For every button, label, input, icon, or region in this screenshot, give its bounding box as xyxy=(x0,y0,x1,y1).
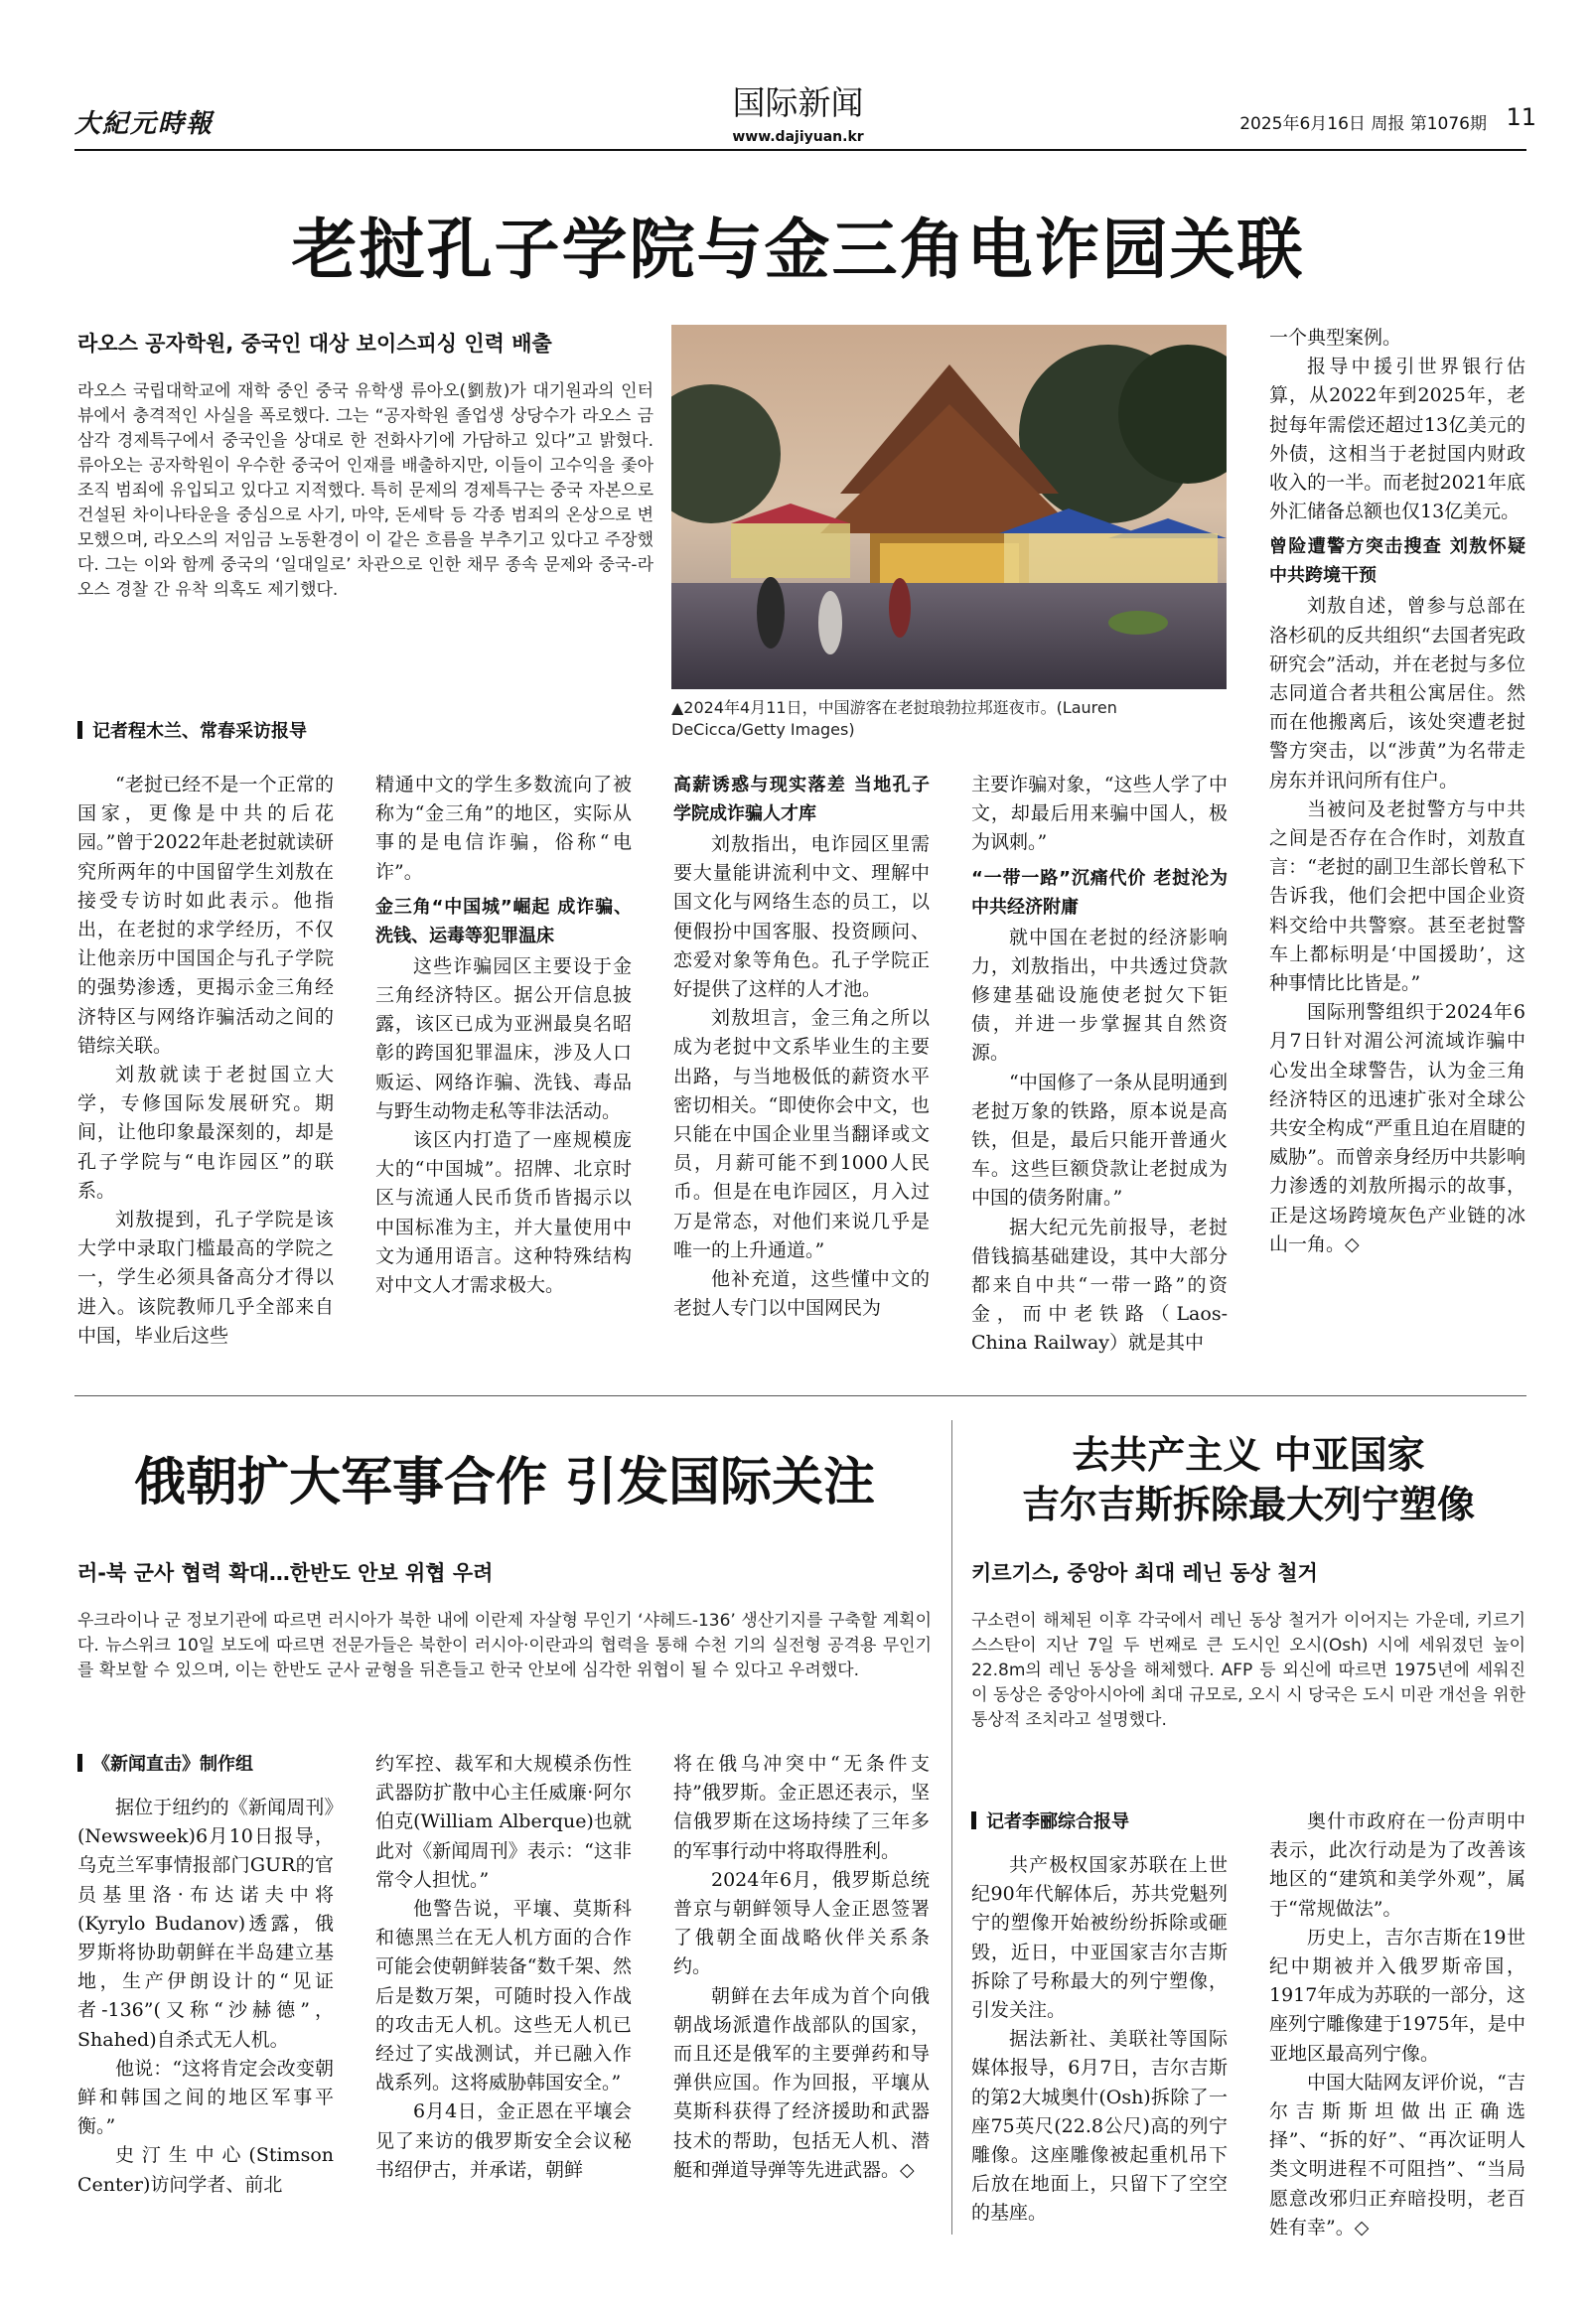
story2-korean-summary: 우크라이나 군 정보기관에 따르면 러시아가 북한 내에 이란제 자살형 무인기 ‘샤헤드-136’ 생산기지를 구축할 계획이다. 뉴스위크 10일 보도에 따르면 전문가들은 북한이 러시아·이란과의 협력을 통해 수천 기의 실전형 공격용 무인기를 확보할 수 있으며, 이는 한반도 군사 균형을 뒤흔들고 한국 안보에 심각한 위협이 될 수 있다고 우려했다. xyxy=(77,1611,932,1680)
story1-column-1 xyxy=(77,771,334,1351)
story3-headline xyxy=(971,1430,1525,1529)
paragraph: 据大纪元先前报导，老挝借钱搞基础建设，其中大部分都来自中共“一带一路”的资金，而中老铁路（Laos-China Railway）就是其中 xyxy=(971,1216,1228,1355)
story2-korean-subhead: 러-북 군사 협력 확대…한반도 안보 위협 우려 xyxy=(77,1561,494,1585)
story-divider xyxy=(74,1395,1526,1396)
page-number: 11 xyxy=(1506,103,1536,131)
story3-korean-subhead: 키르기스, 중앙아 최대 레닌 동상 철거 xyxy=(971,1561,1318,1585)
paragraph: 据法新社、美联社等国际媒体报导，6月7日，吉尔吉斯的第2大城奥什(Osh)拆除了一座75英尺(22.8公尺)高的列宁雕像。这座雕像被起重机吊下后放在地面上，只留下了空空的基座。 xyxy=(971,2028,1228,2225)
paragraph: 约军控、裁军和大规模杀伤性武器防扩散中心主任威廉·阿尔伯克(William Alberque)也就此对《新闻周刊》表示：“这非常令人担忧。” xyxy=(375,1753,632,1891)
paragraph: “中国修了一条从昆明通到老挝万象的铁路，原本说是高铁，但是，最后只能开普通火车。这些巨额贷款让老挝成为中国的债务附庸。” xyxy=(971,1071,1228,1210)
story2-byline xyxy=(77,1750,356,1776)
paragraph: 他说：“这将肯定会改变朝鲜和韩国之间的地区军事平衡。” xyxy=(77,2057,334,2138)
byline-bar xyxy=(77,1754,82,1772)
photo-caption: ▲2024年4月11日，中国游客在老挝琅勃拉邦逛夜市。(Lauren DeCicca/Getty Images) xyxy=(671,698,1117,739)
paragraph: 史汀生中心(Stimson Center)访问学者、前北 xyxy=(77,2144,334,2196)
paragraph: 他补充道，这些懂中文的老挝人专门以中国网民为 xyxy=(673,1268,930,1320)
paragraph: 刘敖提到，孔子学院是该大学中录取门槛最高的学院之一，学生必须具备高分才得以进入。该院教师几乎全部来自中国，毕业后这些 xyxy=(77,1209,334,1347)
byline-bar xyxy=(77,721,82,739)
paragraph: 他警告说，平壤、莫斯科和德黑兰在无人机方面的合作可能会使朝鲜装备“数千架、然后是数万架，可随时投入作战的攻击无人机。这些无人机已经过了实战测试，并已融入作战系列。这将威胁韩国安全。” xyxy=(375,1898,632,2094)
story3-byline-text: 记者李郦综合报导 xyxy=(986,1811,1129,1832)
site-url[interactable]: www.dajiyuan.kr xyxy=(732,129,864,145)
story1-subhead-police-raid: 曾险遭警方突击搜查 刘敖怀疑中共跨境干预 xyxy=(1269,536,1525,587)
paragraph: 历史上，吉尔吉斯在19世纪中期被并入俄罗斯帝国，1917年成为苏联的一部分，这座列宁雕像建于1975年，是中亚地区最高列宁像。 xyxy=(1269,1926,1525,2065)
paragraph: 2024年6月，俄罗斯总统普京与朝鲜领导人金正恩签署了俄朝全面战略伙伴关系条约。 xyxy=(673,1868,930,1978)
night-market-photo xyxy=(671,325,1227,689)
story2-column-3 xyxy=(673,1750,930,2185)
paragraph: 6月4日，金正恩在平壤会见了来访的俄罗斯安全会议秘书绍伊古，并承诺，朝鲜 xyxy=(375,2100,632,2181)
paragraph: 一个典型案例。 xyxy=(1269,327,1402,349)
paragraph: 当被问及老挝警方与中共之间是否存在合作时，刘敖直言：“老挝的副卫生部长曾私下告诉我，他们会把中国企业资料交给中共警察。甚至老挝警车上都标明是‘中国援助’，这种事情比比皆是。” xyxy=(1269,797,1525,995)
story1-column-5 xyxy=(1269,324,1525,1259)
story3-byline xyxy=(971,1807,1230,1833)
story1-korean-subhead: 라오스 공자학원, 중국인 대상 보이스피싱 인력 배출 xyxy=(77,332,552,356)
section-title: 国际新闻 xyxy=(732,83,864,122)
story2-headline: 俄朝扩大军事合作 引发国际关注 xyxy=(133,1452,876,1513)
paragraph: 刘敖就读于老挝国立大学，专修国际发展研究。期间，让他印象最深刻的，却是孔子学院与“电诈园区”的联系。 xyxy=(77,1064,334,1202)
story3-korean-summary: 구소련이 해체된 이후 각국에서 레닌 동상 철거가 이어지는 가운데, 키르기스스탄이 지난 7일 두 번째로 큰 도시인 오시(Osh) 시에 세워졌던 높이 22.8m의 레닌 동상을 해체했다. AFP 등 외신에 따르면 1975년에 세워진 이 동상은 중앙아시아에 최대 규모로, 오시 시 당국은 도시 미관 개선을 위한 통상적 조치라고 설명했다. xyxy=(971,1611,1525,1730)
paragraph: 国际刑警组织于2024年6月7日针对湄公河流域诈骗中心发出全球警告，认为金三角经济特区的迅速扩张对全球公共安全构成“严重且迫在眉睫的威胁”。而曾亲身经历中共影响力渗透的刘敖所揭示的故事，正是这场跨境灰色产业链的冰山一角。◇ xyxy=(1269,1001,1525,1255)
story1-subhead-golden-triangle: 金三角“中国城”崛起 成诈骗、洗钱、运毒等犯罪温床 xyxy=(375,896,632,946)
story1-column-2 xyxy=(375,771,632,1300)
story1-column-4 xyxy=(971,771,1228,1359)
header-rule xyxy=(74,149,1526,151)
paragraph: 该区内打造了一座规模庞大的“中国城”。招牌、北京时区与流通人民币货币皆揭示以中国标准为主，并大量使用中文为通用语言。这种特殊结构对中文人才需求极大。 xyxy=(375,1129,632,1297)
paragraph: 刘敖自述，曾参与总部在洛杉矶的反共组织“去国者宪政研究会”活动，并在老挝与多位志同道合者共租公寓居住。然而在他搬离后，该处突遭老挝警方突击，以“涉黄”为名带走房东并讯问所有住户。 xyxy=(1269,595,1525,792)
story2-column-1 xyxy=(77,1794,334,2200)
paragraph: 据位于纽约的《新闻周刊》(Newsweek)6月10日报导，乌克兰军事情报部门GUR的官员基里洛·布达诺夫中将(Kyrylo Budanov)透露，俄罗斯将协助朝鲜在半岛建立基地，生产伊朗设计的“见证者-136”(又称“沙赫德”，Shahed)自杀式无人机。 xyxy=(77,1797,334,2051)
paragraph: 共产极权国家苏联在上世纪90年代解体后，苏共党魁列宁的塑像开始被纷纷拆除或砸毁，近日，中亚国家吉尔吉斯拆除了号称最大的列宁塑像，引发关注。 xyxy=(971,1854,1228,2022)
story1-byline xyxy=(77,717,653,743)
paragraph: 报导中援引世界银行估算，从2022年到2025年，老挝每年需偿还超过13亿美元的外债，这相当于老挝国内财政收入的一半。而老挝2021年底外汇储备总额也仅13亿美元。 xyxy=(1269,356,1525,523)
story1-byline-text: 记者程木兰、常春采访报导 xyxy=(92,721,307,742)
paragraph: 将在俄乌冲突中“无条件支持”俄罗斯。金正恩还表示，坚信俄罗斯在这场持续了三年多的军事行动中将取得胜利。 xyxy=(673,1753,930,1862)
paragraph: 中国大陆网友评价说，“吉尔吉斯斯坦做出正确选择”、“拆的好”、“再次证明人类文明进程不可阻挡”、“当局愿意改邪归正弃暗投明，老百姓有幸”。◇ xyxy=(1269,2071,1525,2239)
paragraph: 精通中文的学生多数流向了被称为“金三角”的地区，实际从事的是电信诈骗，俗称“电诈”。 xyxy=(375,774,632,883)
story3-column-1 xyxy=(971,1851,1228,2229)
photo-image xyxy=(671,325,1227,689)
paragraph: 刘敖指出，电诈园区里需要大量能讲流利中文、理解中国文化与网络生态的员工，以便假扮中国客服、投资顾问、恋爱对象等角色。孔子学院正好提供了这样的人才池。 xyxy=(673,833,930,1001)
story1-korean-summary: 라오스 국립대학교에 재학 중인 중국 유학생 류아오(劉敖)가 대기원과의 인터뷰에서 충격적인 사실을 폭로했다. 그는 “공자학원 졸업생 상당수가 라오스 금삼각 경제특구에서 중국인을 상대로 한 전화사기에 가담하고 있다”고 밝혔다. 류아오는 공자학원이 우수한 중국어 인재를 배출하지만, 이들이 고수익을 좇아 조직 범죄에 유입되고 있다고 지적했다. 특히 문제의 경제특구는 중국 자본으로 건설된 차이나타운을 중심으로 사기, 마약, 돈세탁 등 각종 범죄의 온상으로 변모했으며, 라오스의 저임금 노동환경이 이 같은 흐름을 부추기고 있다고 주장했다. 그는 이와 함께 중국의 ‘일대일로’ 차관으로 인한 채무 종속 문제와 중국-라오스 경찰 간 유착 의혹도 제기했다. xyxy=(77,381,653,600)
paragraph: “老挝已经不是一个正常的国家，更像是中共的后花园。”曾于2022年赴老挝就读研究所两年的中国留学生刘敖在接受专访时如此表示。他指出，在老挝的求学经历，不仅让他亲历中国国企与孔子学院的强势渗透，更揭示金三角经济特区与网络诈骗活动之间的错综关联。 xyxy=(77,774,334,1057)
story1-column-3 xyxy=(673,771,930,1323)
column-divider xyxy=(951,1420,952,2235)
paragraph: 刘敖坦言，金三角之所以成为老挝中文系毕业生的主要出路，与当地极低的薪资水平密切相关。“即使你会中文，也只能在中国企业里当翻译或文员，月薪可能不到1000人民币。但是在电诈园区，月入过万是常态，对他们来说几乎是唯一的上升通道。” xyxy=(673,1007,930,1261)
story2-column-2 xyxy=(375,1750,632,2185)
issue-date: 2025年6月16日 周报 第1076期 xyxy=(1239,114,1487,134)
story3-headline-line1: 去共产主义 中亚国家 xyxy=(1072,1432,1425,1477)
story1-subhead-talent-pool: 高薪诱惑与现实落差 当地孔子学院成诈骗人才库 xyxy=(673,775,930,824)
newspaper-logo: 大紀元時報 xyxy=(74,109,215,139)
paragraph: 朝鲜在去年成为首个向俄朝战场派遣作战部队的国家，而且还是俄军的主要弹药和导弹供应国。作为回报，平壤从莫斯科获得了经济援助和武器技术的帮助，包括无人机、潜艇和弹道导弹等先进武器。◇ xyxy=(673,1984,930,2181)
paragraph: 主要诈骗对象，“这些人学了中文，却最后用来骗中国人，极为讽刺。” xyxy=(971,774,1228,854)
paragraph: 奥什市政府在一份声明中表示，此次行动是为了改善该地区的“建筑和美学外观”，属于“常规做法”。 xyxy=(1269,1810,1525,1920)
story3-headline-line2: 吉尔吉斯拆除最大列宁塑像 xyxy=(1021,1482,1475,1526)
paragraph: 这些诈骗园区主要设于金三角经济特区。据公开信息披露，该区已成为亚洲最臭名昭彰的跨国犯罪温床，涉及人口贩运、网络诈骗、洗钱、毒品与野生动物走私等非法活动。 xyxy=(375,954,632,1122)
byline-bar xyxy=(971,1811,976,1829)
paragraph: 就中国在老挝的经济影响力，刘敖指出，中共透过贷款修建基础设施使老挝欠下钜债，并进一步掌握其自然资源。 xyxy=(971,926,1228,1065)
story3-column-2 xyxy=(1269,1807,1525,2242)
story2-byline-text: 《新闻直击》制作组 xyxy=(92,1754,253,1775)
story1-subhead-belt-road: “一带一路”沉痛代价 老挝沦为中共经济附庸 xyxy=(971,867,1228,918)
story1-headline: 老挝孔子学院与金三角电诈园关联 xyxy=(291,211,1305,288)
